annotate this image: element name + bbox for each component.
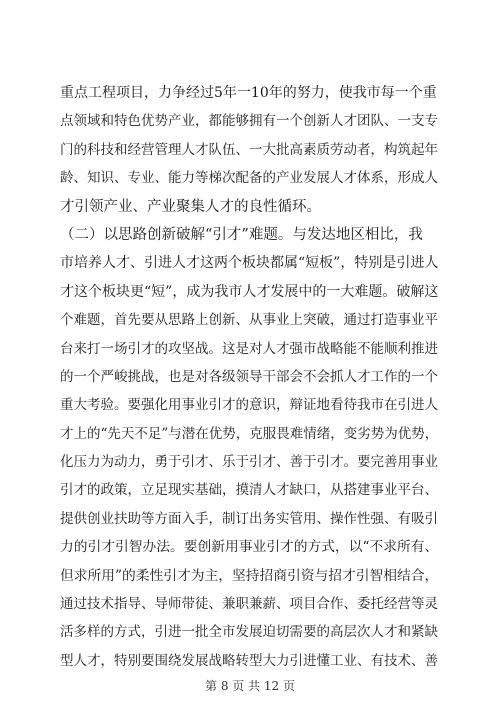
text-line: 活多样的方式，引进一批全市发展迫切需要的高层次人才和紧缺 [60,624,438,641]
text-line: 提供创业扶助等方面入手，制订出务实管用、操作性强、有吸引 [60,510,438,527]
text-line: 个难题，首先要从思路上创新、从事业上突破，通过打造事业平 [60,312,438,329]
text-line: 重点工程项目，力争经过5年一10年的努力，使我市每一个重 [60,85,437,101]
text-line: 力的引才引智办法。要创新用事业引才的方式，以“不求所有、 [60,539,439,556]
text-line: 才上的“先天不足”与潜在优势，克服畏难情绪，变劣势为优势， [60,425,439,442]
text-line: 市培养人才、引进人才这两个板块都属“短板”，特别是引进人 [60,255,439,272]
text-line: 通过技术指导、导师带徒、兼职兼薪、项目合作、委托经营等灵 [60,596,438,613]
body-text [60,79,440,675]
text-line: 重大考验。要强化用事业引才的意识，辩证地看待我市在引进人 [60,397,438,414]
text-line: 才这个板块更“短”，成为我市人才发展中的一大难题。破解这 [60,283,439,300]
text-line: 点领域和特色优势产业，都能够拥有一个创新人才团队、一支专 [60,113,438,130]
text-line: 门的科技和经营管理人才队伍、一大批高素质劳动者，构筑起年 [60,141,438,158]
text-line: 的一个严峻挑战，也是对各级领导干部会不会抓人才工作的一个 [60,368,438,385]
text-line: 龄、知识、专业、能力等梯次配备的产业发展人才体系，形成人 [60,170,438,187]
page-number-footer: 第 8 页 共 12 页 [205,679,295,693]
text-line: 台来打一场引才的攻坚战。这是对人才强市战略能不能顺利推进 [60,340,438,357]
text-line: （二）以思路创新破解“引才”难题。与发达地区相比，我 [60,226,423,243]
text-line: 型人才，特别要围绕发展战略转型大力引进懂工业、有技术、善 [60,652,438,669]
text-line: 但求所用”的柔性引才为主，坚持招商引资与招才引智相结合， [60,567,439,584]
text-line: 引才的政策，立足现实基础，摸清人才缺口，从搭建事业平台、 [60,482,438,499]
text-line: 化压力为动力，勇于引才、乐于引才、善于引才。要完善用事业 [60,454,438,471]
text-line: 才引领产业、产业聚集人才的良性循环。 [60,198,321,215]
